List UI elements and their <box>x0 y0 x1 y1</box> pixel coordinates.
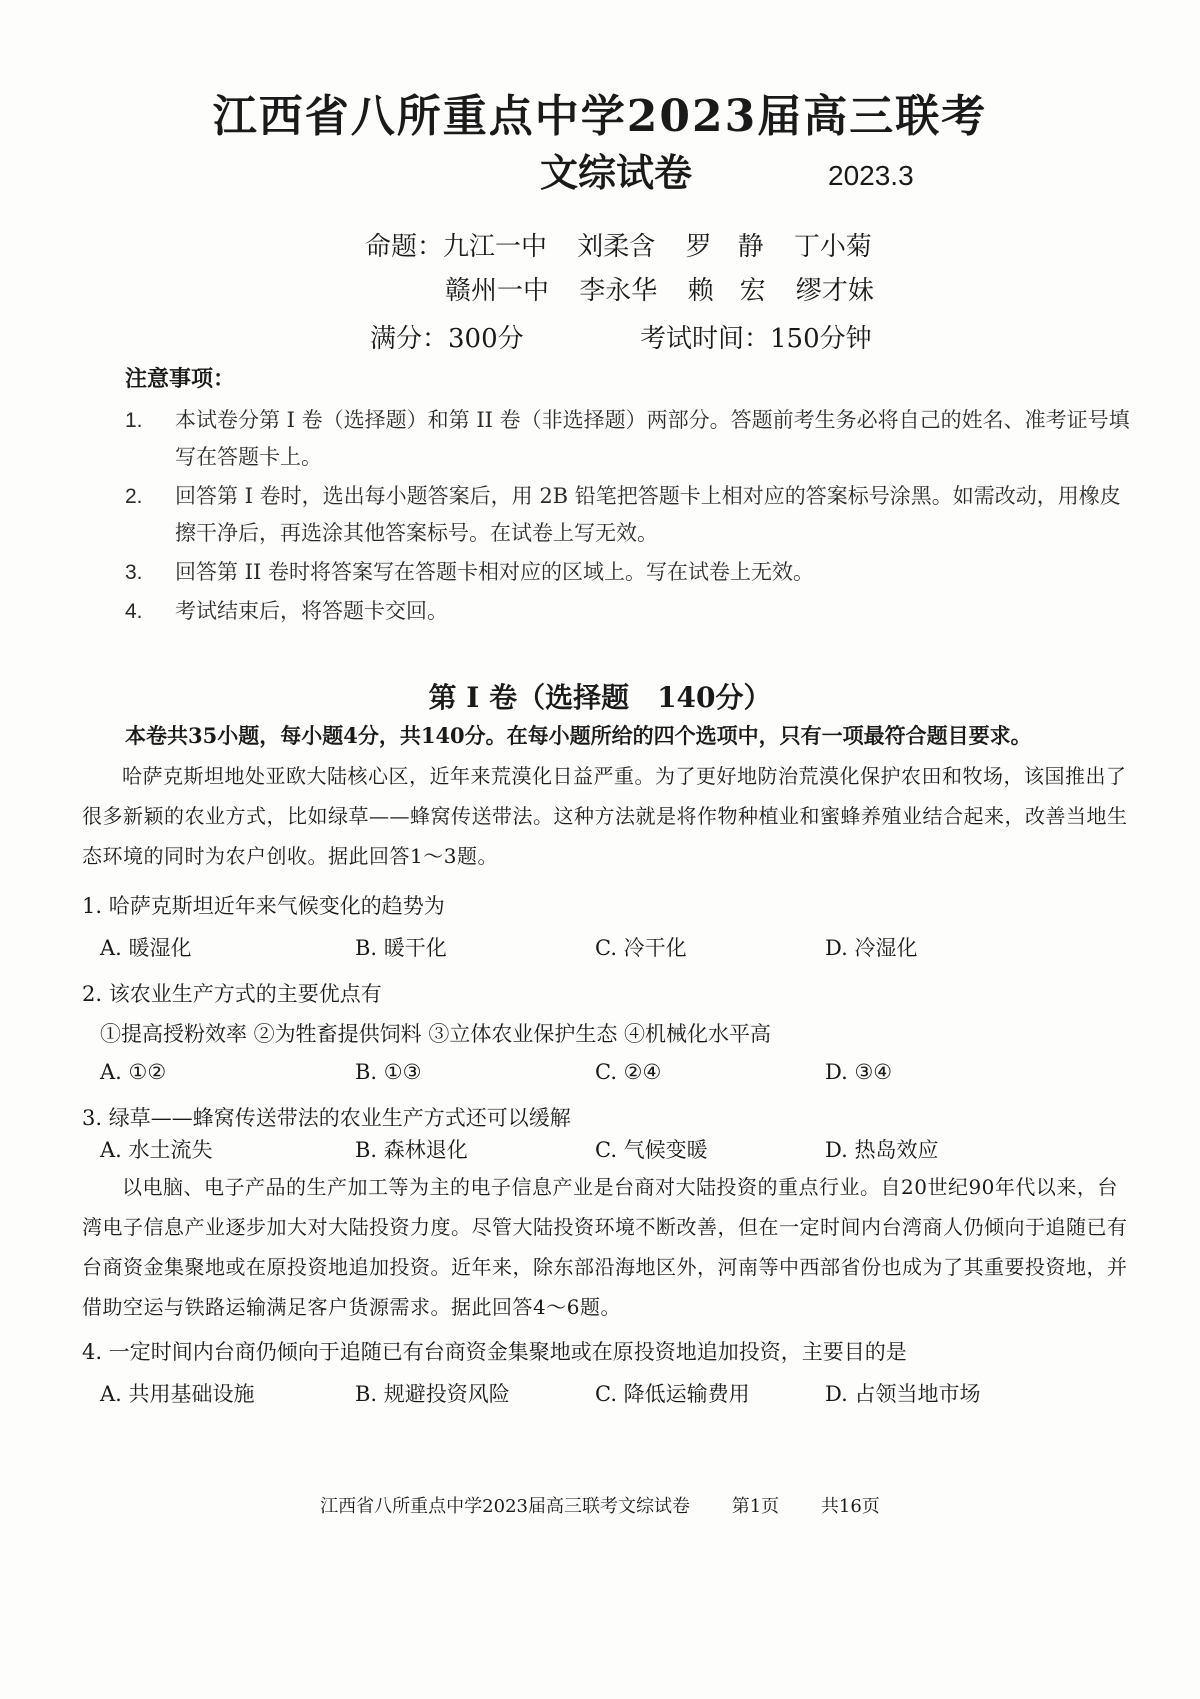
exam-time: 考试时间：150分钟 <box>640 324 872 354</box>
reading-passage-1: 哈萨克斯坦地处亚欧大陆核心区，近年来荒漠化日益严重。为了更好地防治荒漠化保护农田和牧场，该国推出了很多新颖的农业方式，比如绿草——蜂窝传送带法。这种方法就是将作物种植业和蜜蜂养殖业结合起来，改善当地生态环境的同时为农户创收。据此回答1～3题。 <box>82 764 1128 868</box>
footer-page-number: 第1页 <box>731 1496 780 1517</box>
option-c: C. 冷干化 <box>595 936 687 960</box>
note-text: 本试卷分第 I 卷（选择题）和第 II 卷（非选择题）两部分。答题前考生务必将自己的姓名、准考证号填写在答题卡上。 <box>175 408 1130 469</box>
section-instruction: 本卷共35小题，每小题4分，共140分。在每小题所给的四个选项中，只有一项最符合题目要求。 <box>125 723 1032 748</box>
option-d: D. 热岛效应 <box>825 1138 939 1162</box>
author-name: 缪才妹 <box>795 276 874 306</box>
option-d: D. ③④ <box>825 1060 893 1084</box>
option-c: C. 降低运输费用 <box>595 1382 750 1406</box>
note-number: 2. <box>125 485 143 508</box>
author-name: 罗 静 <box>685 232 764 262</box>
authors-row-2 <box>445 270 896 307</box>
note-item <box>125 478 1135 552</box>
option-b: B. ①③ <box>355 1060 422 1084</box>
option-d: D. 占领当地市场 <box>825 1382 981 1406</box>
option-a: A. ①② <box>100 1060 167 1084</box>
note-item <box>125 402 1135 476</box>
note-text: 回答第 II 卷时将答案写在答题卡相对应的区域上。写在试卷上无效。 <box>175 560 814 584</box>
option-d: D. 冷湿化 <box>825 936 918 960</box>
note-number: 1. <box>125 409 143 432</box>
option-a: A. 共用基础设施 <box>100 1382 255 1406</box>
option-c: C. ②④ <box>595 1060 662 1084</box>
note-number: 4. <box>125 600 143 623</box>
footer-title: 江西省八所重点中学2023届高三联考文综试卷 <box>320 1496 690 1517</box>
note-item <box>125 593 1135 630</box>
reading-passage-2: 以电脑、电子产品的生产加工等为主的电子信息产业是台商对大陆投资的重点行业。自20世纪90年代以来，台湾电子信息产业逐步加大对大陆投资力度。尽管大陆投资环境不断改善，但在一定时间内台湾商人仍倾向于追随已有台商资金集聚地或在原投资地追加投资。近年来，除东部沿海地区外，河南等中西部省份也成为了其重要投资地，并借助空运与铁路运输满足客户货源需求。据此回答4～6题。 <box>82 1175 1128 1319</box>
authors-label: 命题： <box>365 232 444 262</box>
author-name: 刘柔含 <box>577 232 656 262</box>
footer-total-pages: 共16页 <box>820 1496 880 1517</box>
option-a: A. 水土流失 <box>100 1138 213 1162</box>
question-1-stem: 1. 哈萨克斯坦近年来气候变化的趋势为 <box>82 894 445 918</box>
notes-heading: 注意事项： <box>125 366 236 392</box>
note-text: 考试结束后，将答题卡交回。 <box>175 599 448 623</box>
option-b: B. 森林退化 <box>355 1138 468 1162</box>
option-b: B. 暖干化 <box>355 936 447 960</box>
question-3-stem: 3. 绿草——蜂窝传送带法的农业生产方式还可以缓解 <box>82 1106 571 1130</box>
author-name: 丁小菊 <box>793 232 872 262</box>
exam-date: 2023.3 <box>828 160 914 191</box>
question-4-stem: 4. 一定时间内台商仍倾向于追随已有台商资金集聚地或在原投资地追加投资，主要目的是 <box>82 1340 907 1364</box>
question-2-statements: ①提高授粉效率 ②为牲畜提供饲料 ③立体农业保护生态 ④机械化水平高 <box>100 1022 772 1046</box>
author-name: 李永华 <box>579 276 658 306</box>
section-title: 第 I 卷（选择题 140分） <box>428 681 772 714</box>
author-school: 赣州一中 <box>445 276 550 306</box>
page-footer <box>0 1492 1200 1518</box>
exam-subtitle: 文综试卷 <box>540 150 693 195</box>
author-school: 九江一中 <box>443 232 548 262</box>
option-c: C. 气候变暖 <box>595 1138 708 1162</box>
note-item <box>125 554 1135 591</box>
author-name: 赖 宏 <box>687 276 766 306</box>
note-text: 回答第 I 卷时，选出每小题答案后，用 2B 铅笔把答题卡上相对应的答案标号涂黑。如需改动，用橡皮擦干净后，再选涂其他答案标号。在试卷上写无效。 <box>175 484 1121 545</box>
authors-row-1 <box>365 226 894 263</box>
question-2-stem: 2. 该农业生产方式的主要优点有 <box>82 982 382 1006</box>
exam-title: 江西省八所重点中学2023届高三联考 <box>212 91 988 142</box>
full-score: 满分：300分 <box>370 324 524 354</box>
note-number: 3. <box>125 561 143 584</box>
option-b: B. 规避投资风险 <box>355 1382 510 1406</box>
option-a: A. 暖湿化 <box>100 936 192 960</box>
notes-list <box>125 402 1135 632</box>
